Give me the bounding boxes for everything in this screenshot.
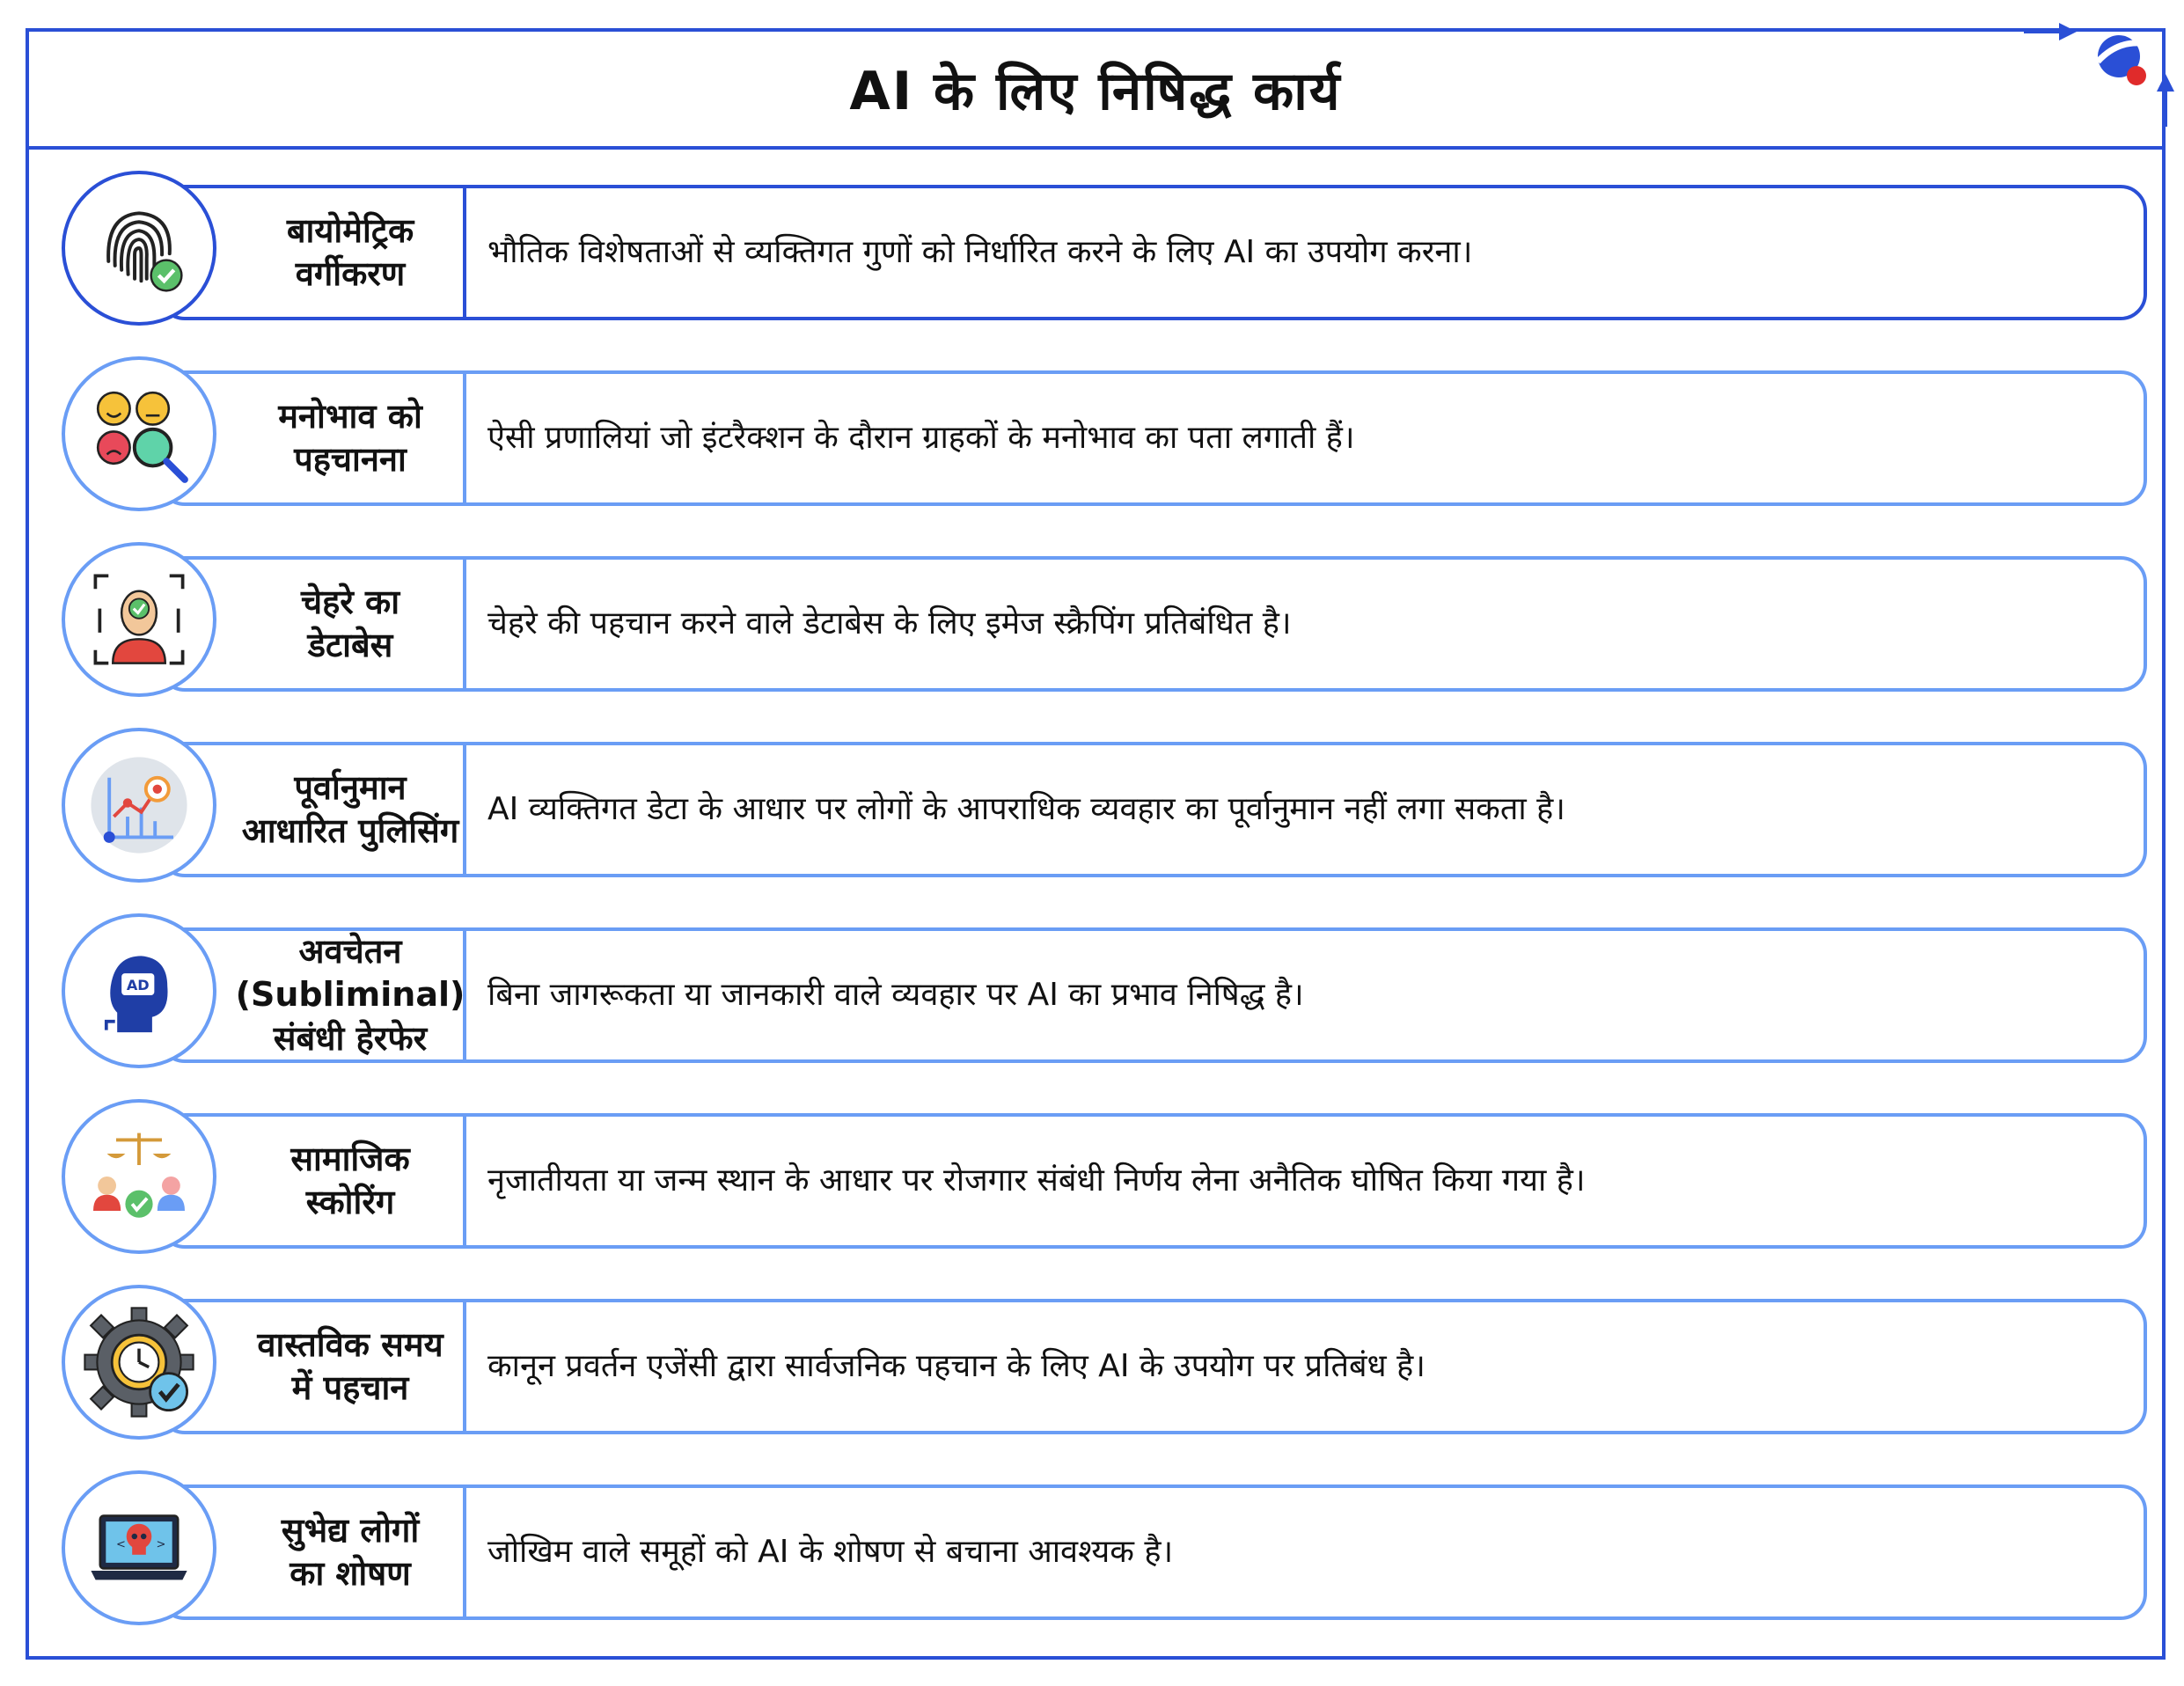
row-label <box>238 1484 463 1620</box>
icon-circle <box>62 1099 216 1254</box>
row-description: चेहरे की पहचान करने वाले डेटाबेस के लिए इमेज स्क्रैपिंग प्रतिबंधित है। <box>487 605 1292 641</box>
icon-circle <box>62 542 216 697</box>
ad-head-icon <box>84 936 194 1045</box>
row-description: ऐसी प्रणालियां जो इंटरैक्शन के दौरान ग्राहकों के मनोभाव का पता लगाती हैं। <box>487 419 1355 456</box>
predictive-chart-icon <box>82 748 196 862</box>
label-line: अवचेतन <box>298 931 402 971</box>
title-bar <box>29 32 2162 150</box>
row-real-time-identification <box>62 1285 2147 1443</box>
row-divider <box>463 742 466 877</box>
emotion-recognition-icon <box>82 377 196 491</box>
icon-circle <box>62 1285 216 1440</box>
gear-clock-icon <box>77 1301 201 1424</box>
row-divider <box>463 1113 466 1249</box>
row-description: भौतिक विशेषताओं से व्यक्तिगत गुणों को निर्धारित करने के लिए AI का उपयोग करना। <box>487 233 1473 270</box>
row-label <box>238 1299 463 1434</box>
label-line: पूर्वानुमान <box>294 767 407 807</box>
row-label <box>238 185 463 320</box>
svg-text:AD: AD <box>126 976 150 993</box>
icon-circle <box>62 728 216 883</box>
corner-logo <box>2024 12 2184 127</box>
label-line: सुभेद्य लोगों <box>281 1510 420 1550</box>
row-social-scoring <box>62 1099 2147 1257</box>
laptop-skull-icon <box>82 1491 196 1605</box>
row-description: कानून प्रवर्तन एजेंसी द्वारा सार्वजनिक पहचान के लिए AI के उपयोग पर प्रतिबंध है। <box>487 1347 1425 1384</box>
row-divider <box>463 556 466 692</box>
row-divider <box>463 185 466 320</box>
row-face-database <box>62 542 2147 700</box>
page-title: AI के लिए निषिद्ध कार्य <box>849 61 1342 122</box>
row-emotion-recognition <box>62 356 2147 515</box>
row-description: AI व्यक्तिगत डेटा के आधार पर लोगों के आपराधिक व्यवहार का पूर्वानुमान नहीं लगा सकता है। <box>487 790 1565 827</box>
row-divider <box>463 1299 466 1434</box>
icon-circle <box>62 913 216 1068</box>
label-line: डेटाबेस <box>307 626 393 664</box>
row-label <box>238 1113 463 1249</box>
svg-text:>: > <box>156 1538 166 1551</box>
row-vulnerable-exploitation <box>62 1470 2147 1629</box>
icon-circle <box>62 1470 216 1625</box>
icon-circle <box>62 356 216 511</box>
label-line: (Subliminal) <box>235 975 465 1015</box>
label-line: में पहचान <box>291 1368 409 1407</box>
row-divider <box>463 1484 466 1620</box>
row-biometric <box>62 171 2147 329</box>
label-line: का शोषण <box>289 1554 411 1593</box>
label-line: बायोमेट्रिक <box>286 210 414 250</box>
row-subliminal-manipulation <box>62 913 2147 1072</box>
row-predictive-policing <box>62 728 2147 886</box>
scale-people-icon <box>82 1119 196 1234</box>
fingerprint-icon <box>84 194 194 303</box>
brand-logo-icon <box>2098 35 2147 85</box>
icon-circle <box>62 171 216 326</box>
row-label <box>235 927 465 1063</box>
row-description: बिना जागरूकता या जानकारी वाले व्यवहार पर AI का प्रभाव निषिद्ध है। <box>487 976 1304 1013</box>
label-line: स्कोरिंग <box>305 1183 395 1221</box>
arrow-up-icon <box>2157 74 2174 92</box>
row-label <box>238 556 463 692</box>
row-description: जोखिम वाले समूहों को AI के शोषण से बचाना आवश्यक है। <box>487 1533 1174 1570</box>
label-line: सामाजिक <box>290 1139 410 1178</box>
row-label <box>238 742 463 877</box>
row-label <box>238 370 463 506</box>
label-line: आधारित पुलिसिंग <box>241 811 459 850</box>
arrow-right-icon <box>2059 23 2077 40</box>
label-line: वास्तविक समय <box>257 1324 443 1364</box>
label-line: चेहरे का <box>300 582 400 621</box>
face-scan-icon <box>84 565 194 674</box>
svg-text:<: < <box>116 1538 126 1551</box>
label-line: वर्गीकरण <box>295 254 406 293</box>
row-description: नृजातीयता या जन्म स्थान के आधार पर रोजगार संबंधी निर्णय लेना अनैतिक घोषित किया गया है। <box>487 1162 1586 1199</box>
label-line: पहचानना <box>294 440 407 479</box>
label-line: मनोभाव को <box>278 396 422 436</box>
row-divider <box>463 370 466 506</box>
label-line: संबंधी हेरफेर <box>273 1018 428 1058</box>
